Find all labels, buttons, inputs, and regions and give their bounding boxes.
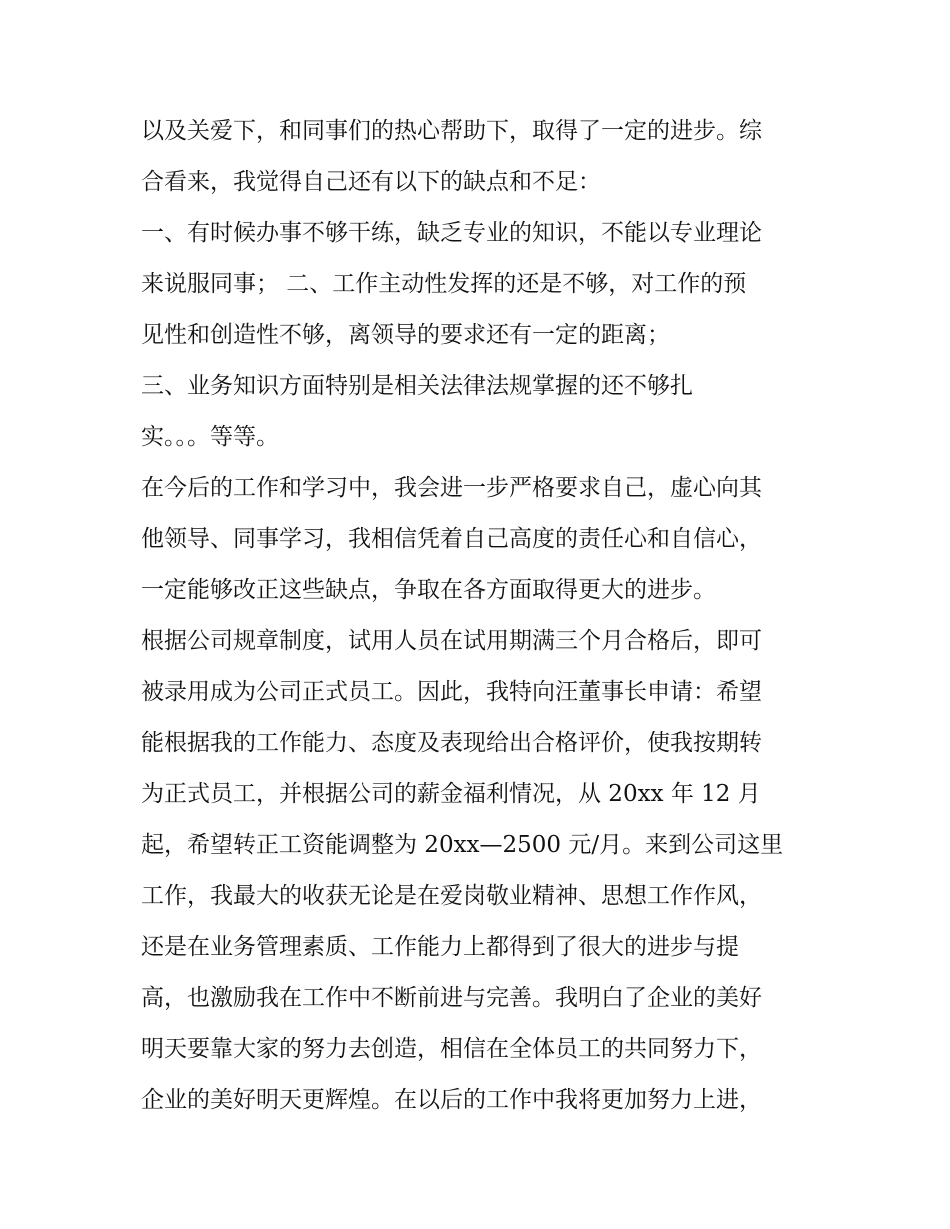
text-line: 工作，我最大的收获无论是在爱岗敬业精神、思想工作作风， bbox=[141, 883, 762, 909]
document-body bbox=[141, 106, 841, 1126]
text-line: 在今后的工作和学习中，我会进一步严格要求自己，虚心向其 bbox=[141, 475, 762, 501]
text-line: 企业的美好明天更辉煌。在以后的工作中我将更加努力上进， bbox=[141, 1087, 762, 1113]
text-line: 他领导、同事学习，我相信凭着自己高度的责任心和自信心， bbox=[141, 526, 762, 552]
text-line: 为正式员工，并根据公司的薪金福利情况，从 20xx 年 12 月 bbox=[141, 781, 761, 807]
text-line: 起，希望转正工资能调整为 20xx—2500 元/月。来到公司这里 bbox=[141, 832, 784, 858]
text-line: 明天要靠大家的努力去创造，相信在全体员工的共同努力下， bbox=[141, 1036, 762, 1062]
text-line: 以及关爱下，和同事们的热心帮助下，取得了一定的进步。综 bbox=[141, 118, 762, 144]
text-line: 来说服同事； 二、工作主动性发挥的还是不够，对工作的预 bbox=[141, 271, 747, 297]
text-line: 实。。。等等。 bbox=[141, 424, 279, 450]
text-line: 能根据我的工作能力、态度及表现给出合格评价，使我按期转 bbox=[141, 730, 762, 756]
text-line: 被录用成为公司正式员工。因此，我特向汪董事长申请：希望 bbox=[141, 679, 762, 705]
text-line: 根据公司规章制度，试用人员在试用期满三个月合格后，即可 bbox=[141, 628, 762, 654]
text-line: 合看来，我觉得自己还有以下的缺点和不足： bbox=[141, 169, 601, 195]
text-line: 一定能够改正这些缺点，争取在各方面取得更大的进步。 bbox=[141, 577, 716, 603]
text-line: 高，也激励我在工作中不断前进与完善。我明白了企业的美好 bbox=[141, 985, 762, 1011]
text-line: 还是在业务管理素质、工作能力上都得到了很大的进步与提 bbox=[141, 934, 739, 960]
text-line: 见性和创造性不够，离领导的要求还有一定的距离； bbox=[141, 322, 670, 348]
text-line: 三、业务知识方面特别是相关法律法规掌握的还不够扎 bbox=[141, 373, 693, 399]
text-line: 一、有时候办事不够干练，缺乏专业的知识，不能以专业理论 bbox=[141, 220, 762, 246]
